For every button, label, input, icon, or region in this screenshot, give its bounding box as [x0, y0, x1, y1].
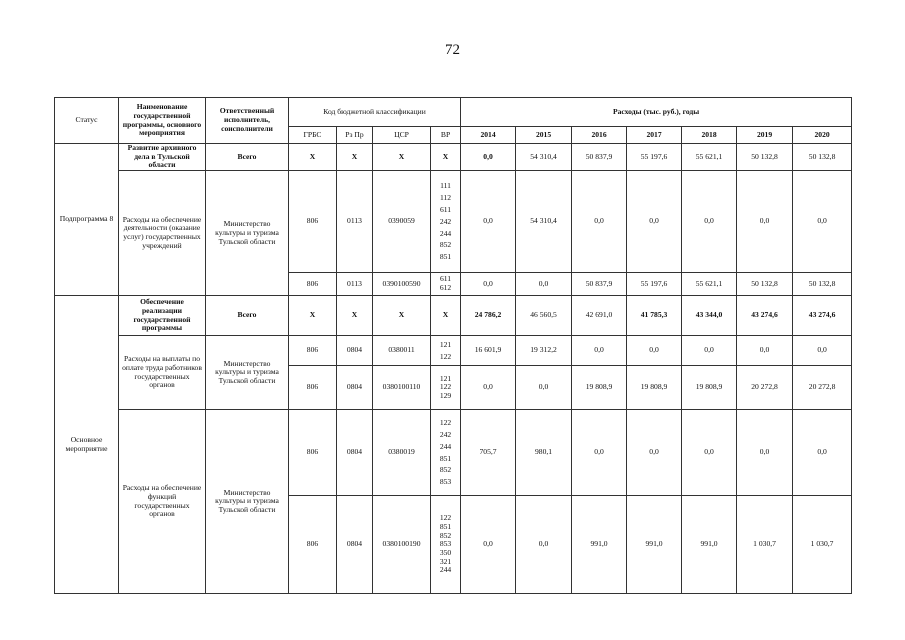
cell-csr: 0380011	[373, 336, 431, 366]
row-name: Расходы на обеспечение деятельности (оказание услуг) государственных учреждений	[119, 171, 206, 296]
cell-grbs: 806	[289, 273, 337, 296]
cell-value: 19 808,9	[627, 366, 682, 410]
vr-code: 122	[439, 513, 452, 523]
vr-code: 853	[439, 477, 452, 487]
vr-code: 851	[439, 521, 452, 531]
vr-code: 242	[439, 430, 452, 440]
cell-vr-list	[431, 496, 461, 594]
cell-value: 0,0	[461, 171, 516, 273]
cell-value: 50 837,9	[572, 144, 627, 171]
header-year: 2019	[737, 127, 793, 144]
vr-code: 112	[439, 193, 452, 203]
cell-value: 0,0	[572, 336, 627, 366]
cell-value: 0,0	[461, 144, 516, 171]
cell-value: 0,0	[627, 171, 682, 273]
status-main-activity: Основное мероприятие	[55, 296, 119, 594]
header-rzpr: Рз Пр	[337, 127, 373, 144]
cell-value: 19 312,2	[516, 336, 572, 366]
vr-code: 242	[439, 216, 452, 226]
header-grbs: ГРБС	[289, 127, 337, 144]
cell-csr: 0390059	[373, 171, 431, 273]
row-executor: Министерство культуры и туризма Тульской области	[206, 336, 289, 410]
cell-value: 24 786,2	[461, 296, 516, 336]
cell-rzpr: 0804	[337, 496, 373, 594]
cell-rzpr: 0113	[337, 171, 373, 273]
cell-value: 43 274,6	[737, 296, 793, 336]
cell-value: 991,0	[572, 496, 627, 594]
cell-value: 0,0	[682, 336, 737, 366]
vr-code: 122	[439, 351, 452, 361]
cell-vr-list	[431, 336, 461, 366]
cell-value: 1 030,7	[737, 496, 793, 594]
header-year: 2016	[572, 127, 627, 144]
cell-grbs: 806	[289, 366, 337, 410]
vr-code: 612	[439, 283, 452, 293]
header-name: Наименование государственной программы, основного мероприятия	[119, 98, 206, 144]
cell-rzpr: X	[337, 296, 373, 336]
cell-csr: 0380019	[373, 410, 431, 496]
vr-code: 122	[439, 382, 452, 392]
cell-value: 1 030,7	[793, 496, 852, 594]
cell-vr: X	[431, 144, 461, 171]
cell-csr: 0380100110	[373, 366, 431, 410]
cell-value: 0,0	[461, 366, 516, 410]
cell-value: 55 197,6	[627, 273, 682, 296]
cell-csr: 0390100590	[373, 273, 431, 296]
header-expenses: Расходы (тыс. руб.), годы	[461, 98, 852, 127]
header-year: 2020	[793, 127, 852, 144]
cell-value: 0,0	[793, 171, 852, 273]
cell-vr-list	[431, 410, 461, 496]
cell-vr-list	[431, 171, 461, 273]
row-name: Расходы на обеспечение функций государственных органов	[119, 410, 206, 594]
vr-code: 852	[439, 465, 452, 475]
row-executor: Министерство культуры и туризма Тульской области	[206, 410, 289, 594]
vr-code: 244	[439, 441, 452, 451]
vr-code: 611	[439, 205, 452, 214]
header-year: 2014	[461, 127, 516, 144]
cell-grbs: 806	[289, 496, 337, 594]
header-year: 2015	[516, 127, 572, 144]
cell-value: 20 272,8	[737, 366, 793, 410]
cell-vr-list	[431, 273, 461, 296]
row-executor: Министерство культуры и туризма Тульской области	[206, 171, 289, 296]
status-subprogram: Подпрограмма 8	[55, 144, 119, 296]
row-name: Расходы на выплаты по оплате труда работников государственных органов	[119, 336, 206, 410]
row-name: Развитие архивного дела в Тульской области	[119, 144, 206, 171]
cell-value: 0,0	[572, 171, 627, 273]
cell-value: 0,0	[627, 410, 682, 496]
cell-value: 55 197,6	[627, 144, 682, 171]
cell-value: 0,0	[516, 366, 572, 410]
row-name: Обеспечение реализации государственной программы	[119, 296, 206, 336]
cell-value: 0,0	[516, 496, 572, 594]
cell-value: 55 621,1	[682, 273, 737, 296]
vr-code: 129	[439, 391, 452, 401]
cell-value: 41 785,3	[627, 296, 682, 336]
cell-csr: X	[373, 144, 431, 171]
cell-value: 54 310,4	[516, 171, 572, 273]
vr-code: 851	[439, 252, 452, 262]
budget-table	[54, 97, 852, 594]
cell-value: 705,7	[461, 410, 516, 496]
cell-value: 0,0	[572, 410, 627, 496]
cell-value: 20 272,8	[793, 366, 852, 410]
vr-code: 852	[439, 530, 452, 540]
header-csr: ЦСР	[373, 127, 431, 144]
cell-value: 43 274,6	[793, 296, 852, 336]
cell-value: 50 132,8	[793, 273, 852, 296]
cell-grbs: 806	[289, 171, 337, 273]
header-year: 2017	[627, 127, 682, 144]
cell-value: 19 808,9	[682, 366, 737, 410]
cell-value: 43 344,0	[682, 296, 737, 336]
cell-vr-list	[431, 366, 461, 410]
cell-grbs: 806	[289, 410, 337, 496]
cell-value: 0,0	[737, 336, 793, 366]
cell-value: 50 132,8	[737, 144, 793, 171]
cell-value: 991,0	[627, 496, 682, 594]
row-executor: Всего	[206, 296, 289, 336]
vr-code: 111	[440, 181, 451, 191]
vr-code: 852	[439, 240, 452, 250]
cell-value: 42 691,0	[572, 296, 627, 336]
page-number: 72	[445, 42, 460, 58]
header-year: 2018	[682, 127, 737, 144]
cell-vr: X	[431, 296, 461, 336]
vr-code: 853	[439, 539, 452, 549]
cell-value: 54 310,4	[516, 144, 572, 171]
cell-grbs: X	[289, 144, 337, 171]
cell-grbs: X	[289, 296, 337, 336]
cell-value: 55 621,1	[682, 144, 737, 171]
vr-code: 121	[439, 373, 452, 383]
cell-rzpr: X	[337, 144, 373, 171]
vr-code: 244	[439, 228, 452, 238]
cell-value: 0,0	[793, 410, 852, 496]
cell-value: 50 132,8	[793, 144, 852, 171]
vr-code: 122	[439, 418, 452, 428]
cell-value: 0,0	[627, 336, 682, 366]
header-vr: ВР	[431, 127, 461, 144]
vr-code: 851	[439, 453, 452, 463]
cell-value: 50 837,9	[572, 273, 627, 296]
cell-value: 991,0	[682, 496, 737, 594]
vr-code: 350	[439, 548, 452, 558]
cell-rzpr: 0804	[337, 336, 373, 366]
cell-csr: 0380100190	[373, 496, 431, 594]
cell-csr: X	[373, 296, 431, 336]
cell-value: 0,0	[793, 336, 852, 366]
vr-code: 244	[439, 565, 452, 575]
cell-value: 19 808,9	[572, 366, 627, 410]
cell-grbs: 806	[289, 336, 337, 366]
vr-code: 121	[439, 339, 452, 349]
cell-rzpr: 0804	[337, 366, 373, 410]
cell-value: 0,0	[516, 273, 572, 296]
vr-code: 321	[439, 556, 452, 566]
header-budget-code: Код бюджетной классификации	[289, 98, 461, 127]
cell-value: 0,0	[682, 410, 737, 496]
cell-value: 0,0	[682, 171, 737, 273]
header-executor: Ответственный исполнитель, соисполнители	[206, 98, 289, 144]
cell-value: 50 132,8	[737, 273, 793, 296]
cell-rzpr: 0113	[337, 273, 373, 296]
cell-value: 980,1	[516, 410, 572, 496]
cell-value: 16 601,9	[461, 336, 516, 366]
cell-value: 0,0	[737, 171, 793, 273]
row-executor: Всего	[206, 144, 289, 171]
vr-code: 611	[439, 274, 452, 284]
cell-value: 46 560,5	[516, 296, 572, 336]
cell-value: 0,0	[461, 273, 516, 296]
cell-value: 0,0	[737, 410, 793, 496]
cell-rzpr: 0804	[337, 410, 373, 496]
header-status: Статус	[55, 98, 119, 144]
cell-value: 0,0	[461, 496, 516, 594]
